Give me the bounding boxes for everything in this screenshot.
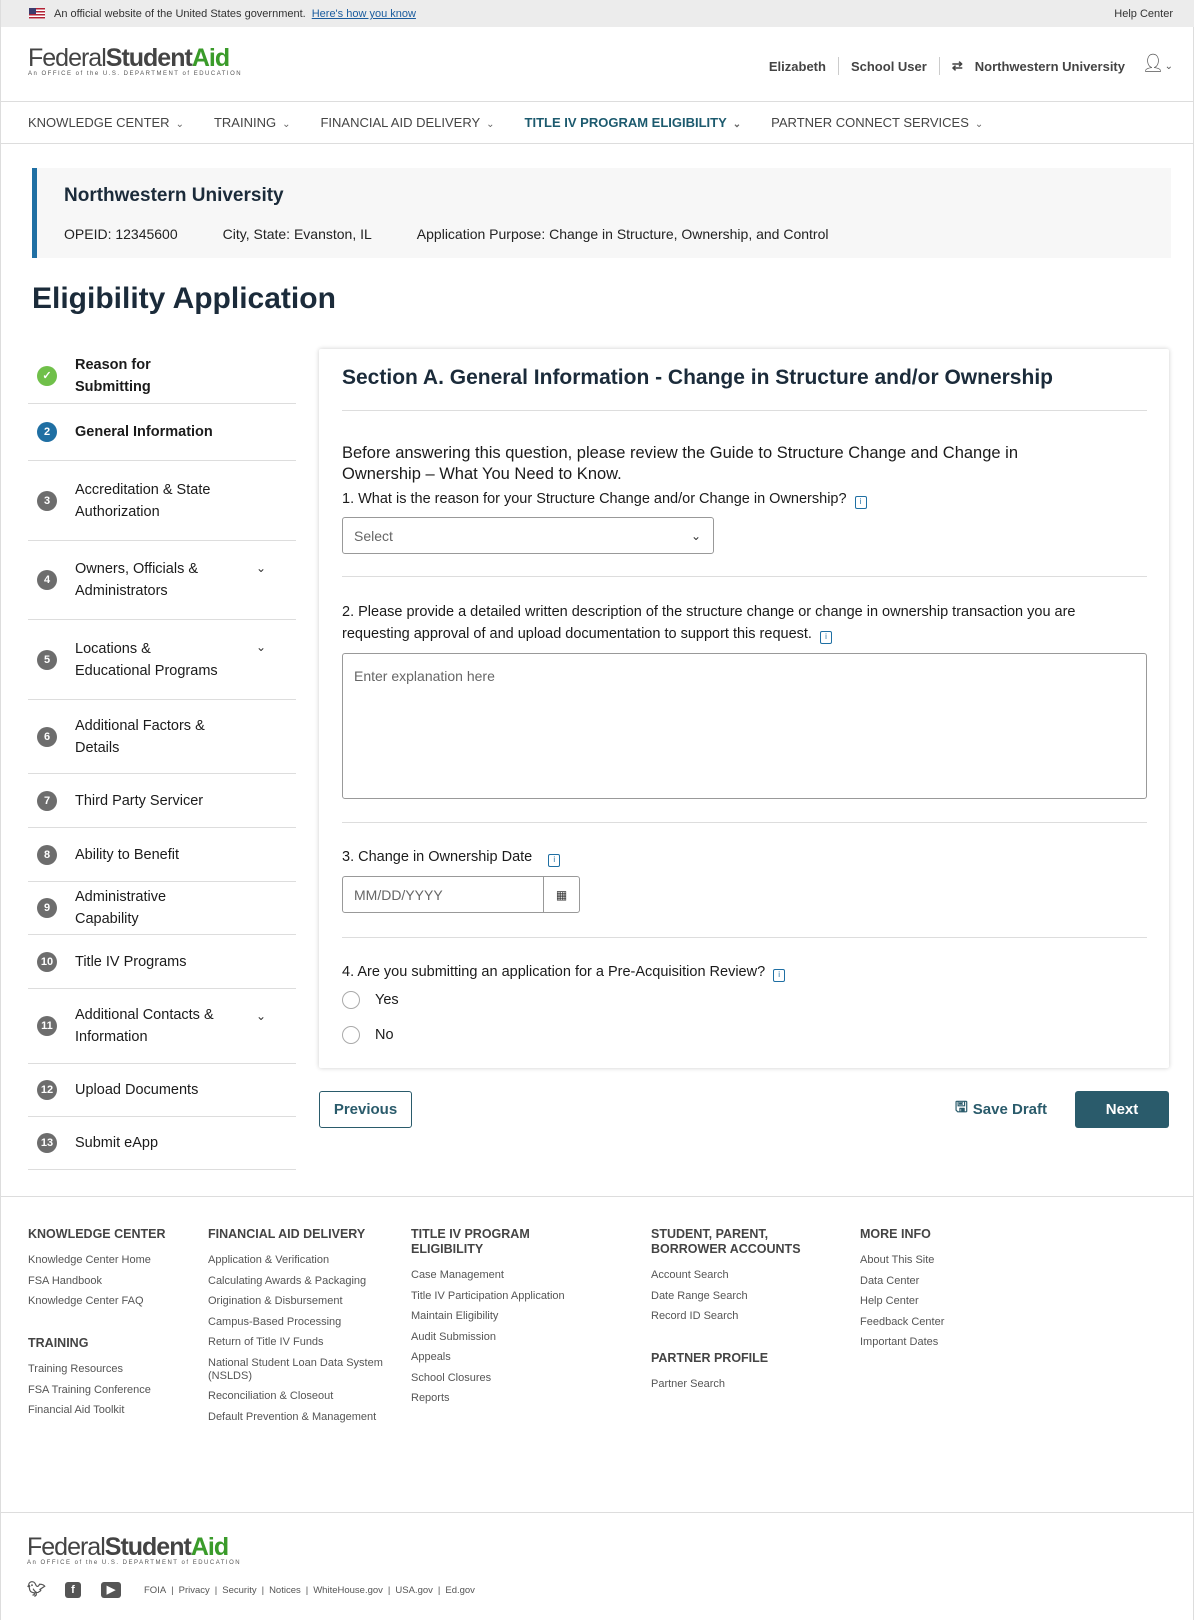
footer-link[interactable]: Help Center: [860, 1295, 919, 1307]
legal-link[interactable]: Notices: [269, 1585, 301, 1596]
institution-name-heading: Northwestern University: [64, 185, 284, 206]
step-label: Additional Contacts & Information: [75, 1007, 214, 1045]
sidebar-step[interactable]: [28, 989, 296, 1064]
info-icon[interactable]: i: [855, 496, 867, 509]
chevron-down-icon: ⌄: [732, 119, 742, 130]
step-label: Third Party Servicer: [75, 792, 204, 809]
separator: |: [387, 1585, 391, 1596]
footer-link[interactable]: Calculating Awards & Packaging: [208, 1274, 367, 1287]
user-name[interactable]: Elizabeth: [768, 58, 826, 74]
info-icon[interactable]: i: [820, 631, 832, 644]
institution-name[interactable]: Northwestern University: [974, 58, 1125, 74]
step-label: Upload Documents: [75, 1082, 199, 1098]
footer-link[interactable]: National Student Loan Data System (NSLDS): [208, 1356, 383, 1382]
step-label: Locations & Educational Programs: [75, 640, 218, 679]
footer-link[interactable]: Application & Verification: [208, 1254, 330, 1266]
footer-link[interactable]: Knowledge Center FAQ: [28, 1295, 144, 1307]
separator: |: [171, 1585, 174, 1596]
footer-link[interactable]: Financial Aid Toolkit: [28, 1404, 125, 1416]
previous-button[interactable]: Previous: [319, 1091, 412, 1128]
info-icon[interactable]: i: [548, 854, 560, 867]
chevron-down-icon: ⌄: [974, 119, 984, 130]
nav-partner-connect-services[interactable]: PARTNER CONNECT SERVICES ⌄: [771, 115, 984, 130]
radio-yes[interactable]: Yes: [342, 991, 399, 1009]
chevron-down-icon: ⌄: [282, 119, 291, 130]
footer-column: [651, 1227, 811, 1399]
footer-column: [411, 1227, 586, 1413]
sidebar-step[interactable]: [28, 935, 296, 989]
footer-link[interactable]: Date Range Search: [651, 1289, 748, 1302]
footer-link[interactable]: Case Management: [411, 1269, 504, 1281]
separator: |: [305, 1585, 309, 1596]
footer-link[interactable]: Appeals: [411, 1351, 451, 1363]
save-icon: 🖫︎: [955, 1099, 968, 1116]
sidebar-step[interactable]: [28, 700, 296, 774]
step-number: 3: [37, 491, 57, 511]
footer-heading: TRAINING: [28, 1336, 89, 1350]
user-role: School User: [850, 58, 927, 74]
footer-heading: PARTNER PROFILE: [651, 1351, 769, 1365]
divider: [342, 822, 1147, 823]
legal-link[interactable]: WhiteHouse.gov: [313, 1585, 383, 1596]
chevron-down-icon[interactable]: ⌄: [255, 561, 266, 575]
step-label: General Information: [75, 424, 213, 440]
sidebar-step[interactable]: [28, 774, 296, 828]
question-4-label: 4. Are you submitting an application for a Pre-Acquisition Review? i: [342, 961, 785, 983]
step-number: 5: [37, 650, 57, 670]
sidebar-step[interactable]: [28, 882, 296, 935]
legal-link[interactable]: Security: [222, 1585, 257, 1596]
check-circle-icon: ✓: [37, 366, 57, 386]
footer-link[interactable]: School Closures: [411, 1371, 492, 1384]
question-3-label: 3. Change in Ownership Date i: [342, 846, 560, 868]
nav-financial-aid-delivery[interactable]: FINANCIAL AID DELIVERY ⌄: [320, 115, 495, 130]
footer-link[interactable]: Title IV Participation Application: [411, 1289, 565, 1302]
form-card: [319, 349, 1169, 1068]
footer-link[interactable]: Reconciliation & Closeout: [208, 1390, 334, 1402]
footer-link[interactable]: Reports: [411, 1392, 450, 1404]
sidebar-step[interactable]: [28, 620, 296, 700]
site-footer: [1, 1196, 1194, 1512]
nav-training[interactable]: TRAINING ⌄: [213, 115, 291, 130]
footer-link[interactable]: FSA Training Conference: [28, 1383, 151, 1396]
nav-title-iv-eligibility[interactable]: TITLE IV PROGRAM ELIGIBILITY ⌄: [524, 115, 742, 130]
info-icon[interactable]: i: [773, 969, 785, 982]
footer-link[interactable]: Maintain Eligibility: [411, 1310, 499, 1322]
question-1-label: 1. What is the reason for your Structure Change and/or Change in Ownership? i: [342, 488, 867, 510]
sidebar-step[interactable]: [28, 541, 296, 620]
us-flag-icon: [29, 8, 45, 19]
chevron-down-icon: ⌄: [175, 119, 184, 130]
twitter-icon[interactable]: 🐦︎: [27, 1581, 47, 1598]
footer-heading: TITLE IV PROGRAM ELIGIBILITY: [411, 1227, 530, 1256]
step-label: Owners, Officials & Administrators: [75, 561, 199, 599]
main-nav: [1, 102, 1194, 144]
footer-link[interactable]: Campus-Based Processing: [208, 1315, 342, 1328]
footer-link[interactable]: Account Search: [651, 1269, 729, 1281]
step-label: Additional Factors & Details: [75, 717, 205, 756]
divider: [342, 937, 1147, 938]
footer-link[interactable]: Data Center: [860, 1274, 920, 1287]
step-label: Accreditation & State Authorization: [75, 481, 211, 520]
next-button[interactable]: Next: [1075, 1091, 1169, 1128]
footer-legal-links: [144, 1585, 475, 1596]
intro-text: Before answering this question, please review the Guide to Structure Change and Change in Ownership – What You Need to Know.: [342, 444, 1019, 483]
step-number: 13: [37, 1133, 57, 1153]
ownership-date-input[interactable]: MM/DD/YYYY ▦: [342, 876, 580, 913]
institution-info-box: [32, 168, 1171, 258]
sidebar-step[interactable]: [28, 1117, 296, 1170]
sidebar-step[interactable]: [28, 1064, 296, 1117]
youtube-icon[interactable]: ▶: [101, 1582, 121, 1598]
step-number: 12: [37, 1080, 57, 1100]
step-label: Ability to Benefit: [75, 846, 179, 863]
footer-bottom: [1, 1512, 1194, 1620]
footer-link[interactable]: About This Site: [860, 1254, 935, 1266]
footer-link[interactable]: Knowledge Center Home: [28, 1254, 151, 1266]
application-purpose: Application Purpose: Change in Structure, Ownership, and Control: [416, 226, 829, 242]
step-number: 9: [37, 898, 57, 918]
fsa-logo-footer[interactable]: FederalStudentAid An OFFICE of the U.S. DEPARTMENT of EDUCATION: [27, 1533, 242, 1566]
footer-link[interactable]: Partner Search: [651, 1378, 725, 1390]
step-number: 11: [37, 1016, 57, 1036]
footer-heading: STUDENT, PARENT, BORROWER ACCOUNTS: [651, 1227, 801, 1256]
footer-heading: FINANCIAL AID DELIVERY: [208, 1227, 366, 1241]
fsa-logo[interactable]: FederalStudentAid An OFFICE of the U.S. DEPARTMENT of EDUCATION: [28, 44, 243, 77]
footer-link[interactable]: FSA Handbook: [28, 1274, 102, 1287]
footer-link[interactable]: Training Resources: [28, 1363, 123, 1375]
step-number: 8: [37, 845, 57, 865]
divider: [342, 410, 1147, 411]
footer-link[interactable]: Important Dates: [860, 1336, 939, 1348]
step-number: 7: [37, 791, 57, 811]
step-label: Reason for Submitting: [75, 357, 151, 395]
step-number: 6: [37, 727, 57, 747]
chevron-down-icon: ⌄: [690, 528, 701, 543]
footer-heading: KNOWLEDGE CENTER: [28, 1227, 166, 1241]
sidebar-step[interactable]: [28, 404, 296, 461]
gov-banner: [1, 0, 1194, 27]
footer-link[interactable]: Return of Title IV Funds: [208, 1336, 324, 1348]
calendar-icon[interactable]: ▦: [543, 877, 579, 912]
step-number: 10: [37, 952, 57, 972]
gov-banner-text: An official website of the United States government.: [54, 8, 306, 20]
separator: |: [261, 1585, 265, 1596]
legal-link[interactable]: USA.gov: [395, 1585, 433, 1596]
question-2-label: 2. Please provide a detailed written description of the structure change or change in ownership transaction you are requesting approval of and upload documentation to support this request. i: [342, 604, 1076, 642]
switch-institution-icon[interactable]: ⇄: [951, 58, 963, 73]
step-label: Administrative Capability: [75, 889, 167, 927]
footer-link[interactable]: Feedback Center: [860, 1315, 945, 1328]
legal-link[interactable]: FOIA: [144, 1585, 167, 1596]
explanation-textarea[interactable]: Enter explanation here: [342, 653, 1147, 799]
separator: |: [437, 1585, 441, 1596]
footer-column: [28, 1227, 203, 1425]
page-title: Eligibility Application: [32, 282, 336, 315]
separator: |: [214, 1585, 218, 1596]
facebook-icon[interactable]: f: [65, 1582, 81, 1598]
nav-knowledge-center[interactable]: KNOWLEDGE CENTER ⌄: [28, 115, 184, 130]
sidebar-step[interactable]: [28, 349, 296, 404]
step-sidebar: [28, 349, 296, 1170]
footer-column: [208, 1227, 383, 1431]
legal-link[interactable]: Privacy: [178, 1585, 210, 1596]
footer-column: [860, 1227, 1035, 1357]
chevron-down-icon[interactable]: ⌄: [255, 1009, 266, 1023]
section-heading: Section A. General Information - Change in Structure and/or Ownership: [342, 366, 1053, 389]
footer-link[interactable]: Default Prevention & Management: [208, 1410, 377, 1423]
heres-how-you-know-link[interactable]: Here's how you know: [311, 8, 416, 20]
footer-link[interactable]: Audit Submission: [411, 1330, 496, 1343]
chevron-down-icon: ⌄: [486, 119, 495, 130]
radio-no[interactable]: No: [342, 1026, 394, 1044]
step-label: Submit eApp: [75, 1135, 159, 1151]
user-profile-icon[interactable]: 👤︎⌄: [1141, 53, 1173, 73]
sidebar-step[interactable]: [28, 461, 296, 541]
user-menu: [769, 57, 1125, 75]
footer-heading: MORE INFO: [860, 1227, 931, 1241]
step-label: Title IV Programs: [75, 953, 187, 970]
opeid: OPEID: 12345600: [64, 226, 178, 242]
step-number: 4: [37, 570, 57, 590]
sidebar-step[interactable]: [28, 828, 296, 882]
step-number: 2: [37, 422, 57, 442]
save-draft-button[interactable]: 🖫︎ Save Draft: [951, 1091, 1051, 1128]
reason-select[interactable]: Select ⌄: [342, 517, 714, 554]
divider: [342, 576, 1147, 577]
site-header: [1, 27, 1194, 102]
help-center-link[interactable]: Help Center: [1114, 8, 1173, 20]
city-state: City, State: Evanston, IL: [222, 226, 372, 242]
legal-link[interactable]: Ed.gov: [445, 1585, 475, 1596]
footer-link[interactable]: Record ID Search: [651, 1310, 739, 1322]
footer-link[interactable]: Origination & Disbursement: [208, 1295, 343, 1307]
chevron-down-icon[interactable]: ⌄: [255, 640, 266, 654]
